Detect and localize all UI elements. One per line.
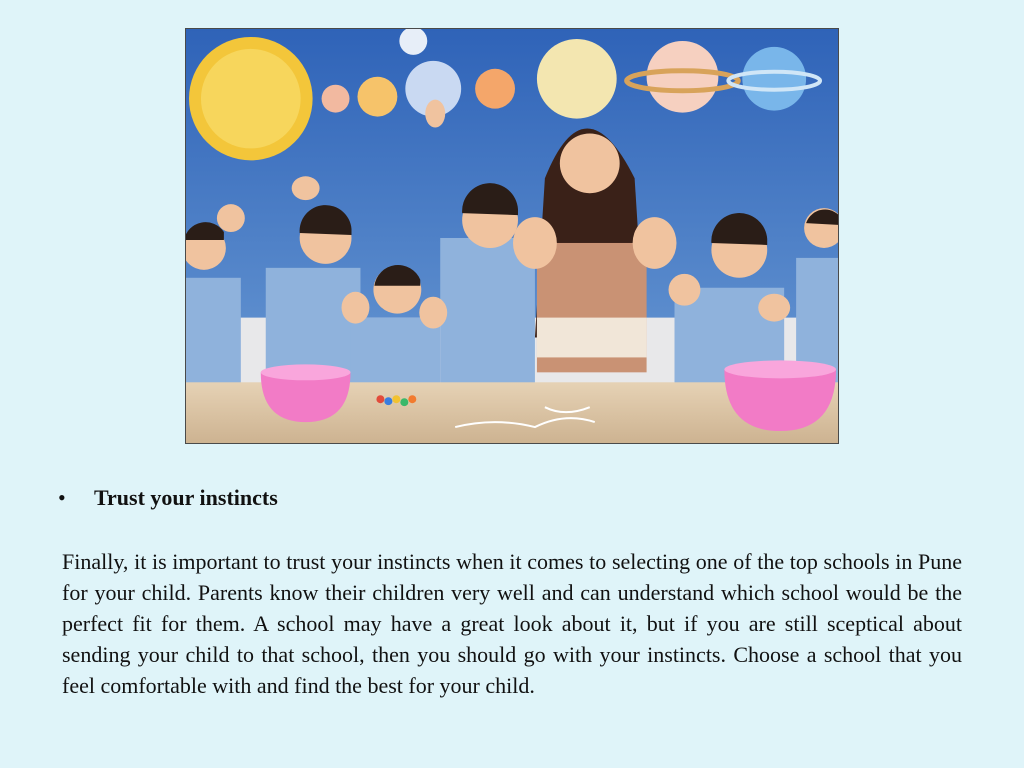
body-paragraph: Finally, it is important to trust your instincts when it comes to selecting one of the top schools in Pune for your child. Parents know their children very well and can understand which school would be the perfect fit for them. A school may have a great look about it, but if you are still sceptical about sending your child to that school, then you should go with your instincts. Choose a school that you feel comfortable with and find the best for your child. [62,549,962,698]
bullet-marker: • [58,485,66,510]
bullet-item [58,485,278,511]
classroom-illustration [186,29,838,443]
section-heading: Trust your instincts [94,485,278,510]
classroom-photo [185,28,839,444]
